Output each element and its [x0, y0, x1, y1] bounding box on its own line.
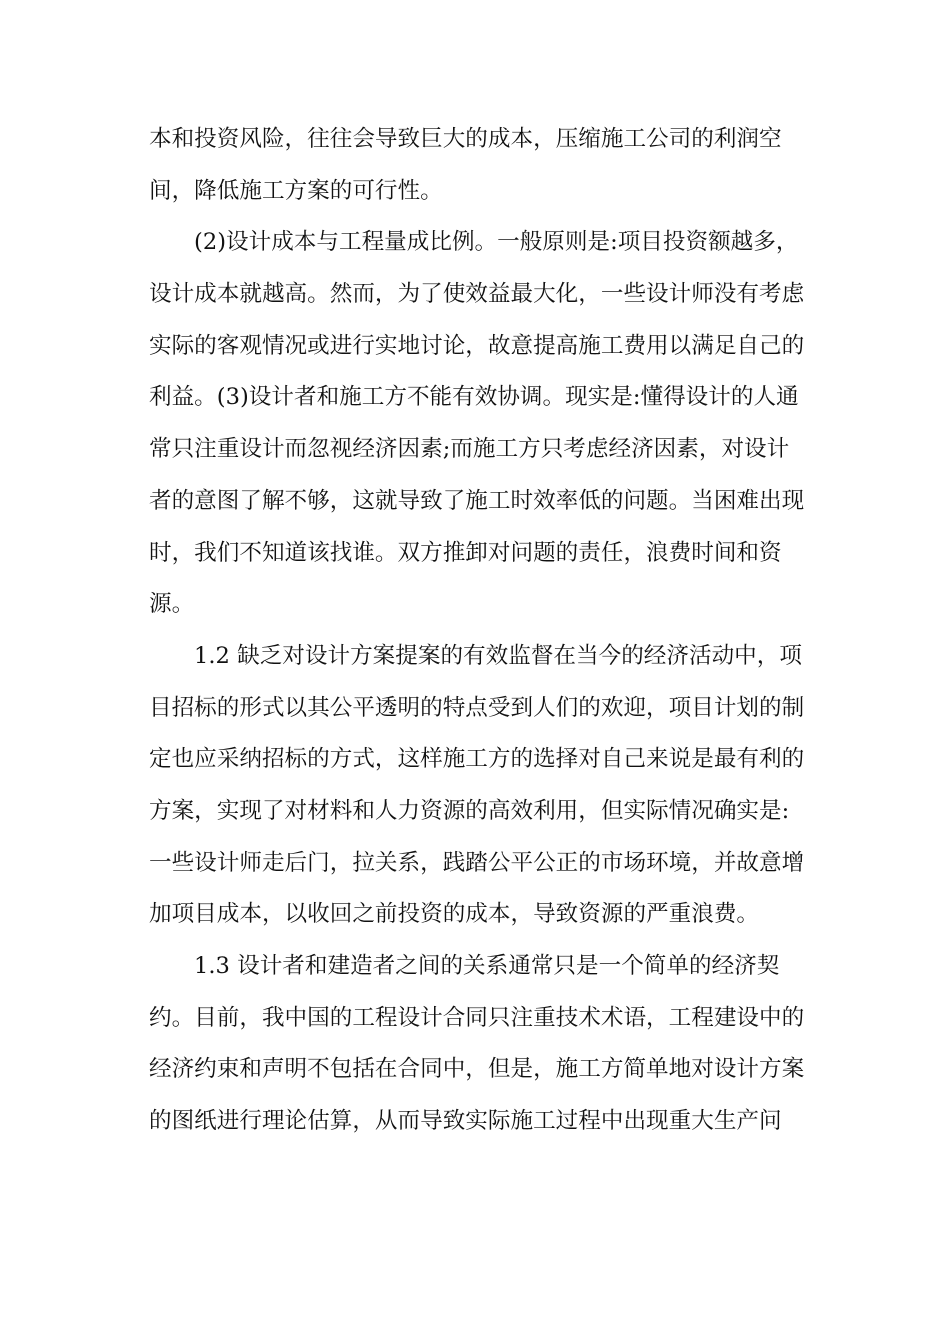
text-line: 目招标的形式以其公平透明的特点受到人们的欢迎，项目计划的制 — [149, 694, 805, 721]
text-line: 间，降低施工方案的可行性。 — [149, 177, 443, 204]
body-text — [149, 114, 804, 1148]
text-line: 定也应采纳招标的方式，这样施工方的选择对自己来说是最有利的 — [149, 746, 805, 773]
text-line: 源。 — [149, 591, 195, 618]
text-line: 本和投资风险，往往会导致巨大的成本，压缩施工公司的利润空 — [149, 126, 782, 152]
text-line: 常只注重设计而忽视经济因素;而施工方只考虑经济因素，对设计 — [149, 436, 790, 463]
text-line: (2)设计成本与工程量成比例。一般原则是:项目投资额越多， — [194, 229, 799, 256]
text-line: 1.2 缺乏对设计方案提案的有效监督在当今的经济活动中，项 — [194, 642, 802, 669]
text-line: 一些设计师走后门，拉关系，践踏公平公正的市场环境，并故意增 — [149, 849, 805, 876]
text-line: 约。目前，我中国的工程设计合同只注重技术术语，工程建设中的 — [149, 1004, 805, 1031]
text-line: 利益。(3)设计者和施工方不能有效协调。现实是:懂得设计的人通 — [149, 384, 799, 411]
text-line: 实际的客观情况或进行实地讨论，故意提高施工费用以满足自己的 — [149, 332, 805, 359]
text-line: 方案，实现了对材料和人力资源的高效利用，但实际情况确实是: — [149, 797, 790, 824]
text-line: 者的意图了解不够，这就导致了施工时效率低的问题。当困难出现 — [149, 487, 805, 514]
text-line: 1.3 设计者和建造者之间的关系通常只是一个简单的经济契 — [194, 953, 780, 979]
text-line: 的图纸进行理论估算，从而导致实际施工过程中出现重大生产问 — [149, 1108, 782, 1135]
text-line: 加项目成本，以收回之前投资的成本，导致资源的严重浪费。 — [149, 901, 760, 928]
text-line: 时，我们不知道该找谁。双方推卸对问题的责任，浪费时间和资 — [149, 539, 782, 566]
text-line: 设计成本就越高。然而，为了使效益最大化，一些设计师没有考虑 — [149, 281, 805, 308]
text-line: 经济约束和声明不包括在合同中，但是，施工方简单地对设计方案 — [149, 1056, 805, 1083]
